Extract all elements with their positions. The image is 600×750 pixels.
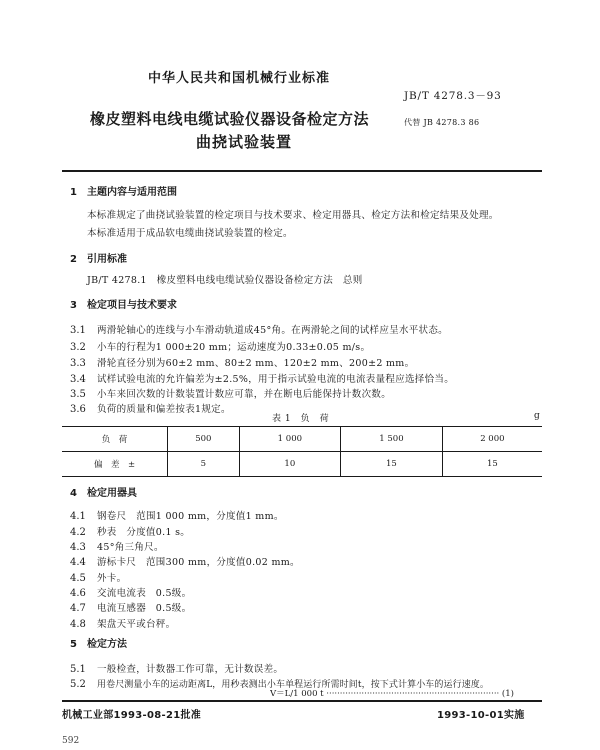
clause-text: 交流电流表 0.5级。	[97, 588, 192, 599]
table-cell: 2 000	[442, 427, 542, 452]
row-label: 负 荷	[62, 427, 168, 452]
header-rule	[62, 170, 542, 172]
clause-number: 4.2	[70, 527, 86, 538]
clause-text: 电流互感器 0.5级。	[97, 603, 192, 614]
clause-number: 3.3	[70, 358, 86, 369]
clause-text: 两滑轮轴心的连线与小车滑动轨道成45°角。在两滑轮之间的试样应呈水平状态。	[97, 325, 448, 336]
clause-number: 4.3	[70, 542, 86, 553]
clause-text: 外卡。	[97, 573, 127, 584]
table-unit: g	[534, 411, 540, 421]
section-title: 检定用器具	[86, 488, 137, 499]
approval-date: 机械工业部1993-08-21批准	[62, 710, 202, 721]
clause-number: 4.7	[70, 603, 86, 614]
row-label: 偏 差 ±	[62, 452, 168, 477]
clause-text: 秒表 分度值0.1 s。	[97, 527, 191, 538]
table-cell: 15	[341, 452, 443, 477]
clause-item	[70, 612, 175, 631]
clause-text: 小车来回次数的计数装置计数应可靠，并在断电后能保持计数次数。	[97, 389, 392, 400]
clause-number: 3.6	[70, 404, 86, 415]
section-heading	[70, 484, 137, 499]
document-title: 橡皮塑料电线电缆试验仪器设备检定方法	[90, 110, 370, 128]
section-number: 1	[70, 187, 77, 198]
clause-number: 4.8	[70, 619, 86, 630]
formula: V＝L/1 000 t ································································ (1)	[270, 689, 514, 699]
clause-number: 3.1	[70, 325, 86, 336]
clause-text: 游标卡尺 范围300 mm，分度值0.02 mm。	[97, 557, 300, 568]
footer-rule	[62, 700, 542, 702]
table-row	[62, 452, 542, 477]
table-cell: 15	[442, 452, 542, 477]
paragraph: 本标准适用于成品软电缆曲挠试验装置的检定。	[87, 228, 293, 239]
reference-title: 橡皮塑料电线电缆试验仪器设备检定方法 总则	[156, 275, 363, 286]
document-subtitle: 曲挠试验装置	[196, 133, 293, 151]
clause-number: 3.4	[70, 374, 86, 385]
clause-text: 小车的行程为1 000±20 mm；运动速度为0.33±0.05 m/s。	[97, 342, 371, 353]
clause-text: 架盘天平或台秤。	[97, 619, 176, 630]
table-cell: 5	[168, 452, 239, 477]
clause-number: 5.2	[70, 679, 86, 690]
clause-text: 钢卷尺 范围1 000 mm，分度值1 mm。	[97, 511, 284, 522]
clause-number: 4.6	[70, 588, 86, 599]
section-title: 检定项目与技术要求	[86, 300, 177, 311]
section-heading	[70, 183, 177, 198]
clause-text: 一般检查，计数器工作可靠，无计数误差。	[97, 664, 284, 675]
clause-text: 用卷尺测量小车的运动距离L，用秒表测出小车单程运行所需时间t，按下式计算小车的运行速度。	[97, 680, 489, 690]
replaces-note: 代替 JB 4278.3 86	[404, 118, 480, 127]
clause-number: 4.1	[70, 511, 86, 522]
reference-code: JB/T 4278.1	[87, 275, 147, 286]
clause-number: 3.5	[70, 389, 86, 400]
effective-date: 1993-10-01实施	[437, 710, 525, 721]
clause-number: 4.4	[70, 557, 86, 568]
table-cell: 10	[239, 452, 341, 477]
reference-entry	[87, 272, 363, 286]
section-heading	[70, 635, 127, 650]
clause-number: 3.2	[70, 342, 86, 353]
clause-text: 45°角三角尺。	[97, 542, 164, 553]
table-cell: 500	[168, 427, 239, 452]
section-number: 2	[70, 254, 77, 265]
clause-text: 试样试验电流的允许偏差为±2.5%，用于指示试验电流的电流表量程应选择恰当。	[97, 374, 454, 385]
section-number: 3	[70, 300, 77, 311]
issuing-authority: 中华人民共和国机械行业标准	[148, 71, 331, 86]
paragraph: 本标准规定了曲挠试验装置的检定项目与技术要求、检定用器具、检定方法和检定结果及处理。	[87, 210, 499, 221]
section-title: 主题内容与适用范围	[86, 187, 177, 198]
section-title: 引用标准	[86, 254, 127, 265]
table-cell: 1 500	[341, 427, 443, 452]
table-caption: 表 1 负 荷	[272, 414, 330, 424]
clause-item	[70, 397, 231, 416]
section-number: 4	[70, 488, 77, 499]
clause-number: 5.1	[70, 664, 86, 675]
section-number: 5	[70, 639, 77, 650]
section-title: 检定方法	[86, 639, 127, 650]
standard-number: JB/T 4278.3－93	[404, 90, 502, 102]
section-heading	[70, 296, 177, 311]
load-table	[62, 426, 542, 477]
clause-text: 负荷的质量和偏差按表1规定。	[97, 404, 231, 415]
table-row	[62, 427, 542, 452]
clause-number: 4.5	[70, 573, 86, 584]
page-number: 592	[62, 736, 80, 746]
table-cell: 1 000	[239, 427, 341, 452]
section-heading	[70, 250, 127, 265]
clause-text: 滑轮直径分别为60±2 mm、80±2 mm、120±2 mm、200±2 mm。	[97, 358, 415, 369]
